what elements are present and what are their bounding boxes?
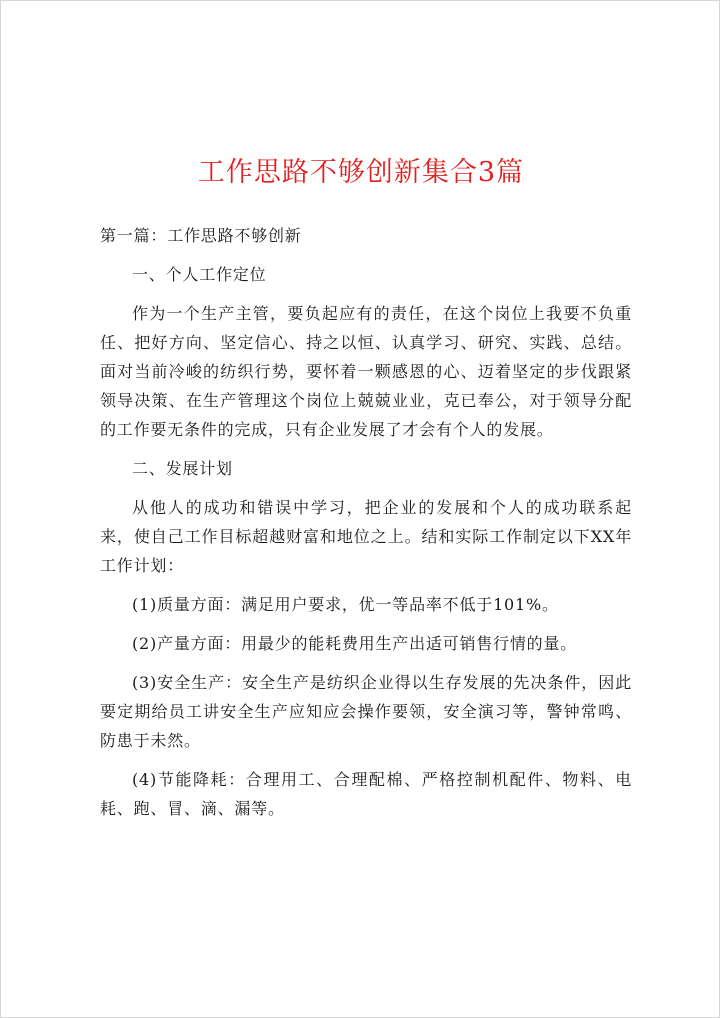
subsection-heading: 二、发展计划 — [132, 459, 233, 478]
list-item: (1)质量方面：满足用户要求，优一等品率不低于101%。 — [132, 595, 559, 614]
document-title: 工作思路不够创新集合3篇 — [197, 157, 525, 188]
list-item: (3)安全生产：安全生产是纺织企业得以生存发展的先决条件，因此要定期给员工讲安全生产应知应会操作要领，安全演习等，警钟常鸣、防患于未然。 — [100, 673, 632, 750]
paragraph: 作为一个生产主管，要负起应有的责任，在这个岗位上我要不负重任、把好方向、坚定信心、持之以恒、认真学习、研究、实践、总结。面对当前冷峻的纺织行势，要怀着一颗感恩的心、迈着坚定的步伐跟紧领导决策、在生产管理这个岗位上兢兢业业，克已奉公，对于领导分配的工作要无条件的完成，只有企业发展了才会有个人的发展。 — [100, 304, 632, 439]
list-item: (2)产量方面：用最少的能耗费用生产出适可销售行情的量。 — [132, 634, 578, 653]
section-heading: 第一篇：工作思路不够创新 — [100, 226, 302, 245]
subsection-heading: 一、个人工作定位 — [132, 265, 267, 284]
document-body — [100, 221, 632, 833]
paragraph: 从他人的成功和错误中学习，把企业的发展和个人的成功联系起来，使自己工作目标超越财富和地位之上。结和实际工作制定以下XX年工作计划： — [100, 498, 632, 575]
list-item: (4)节能降耗：合理用工、合理配棉、严格控制机配件、物料、电耗、跑、冒、滴、漏等。 — [100, 770, 632, 818]
